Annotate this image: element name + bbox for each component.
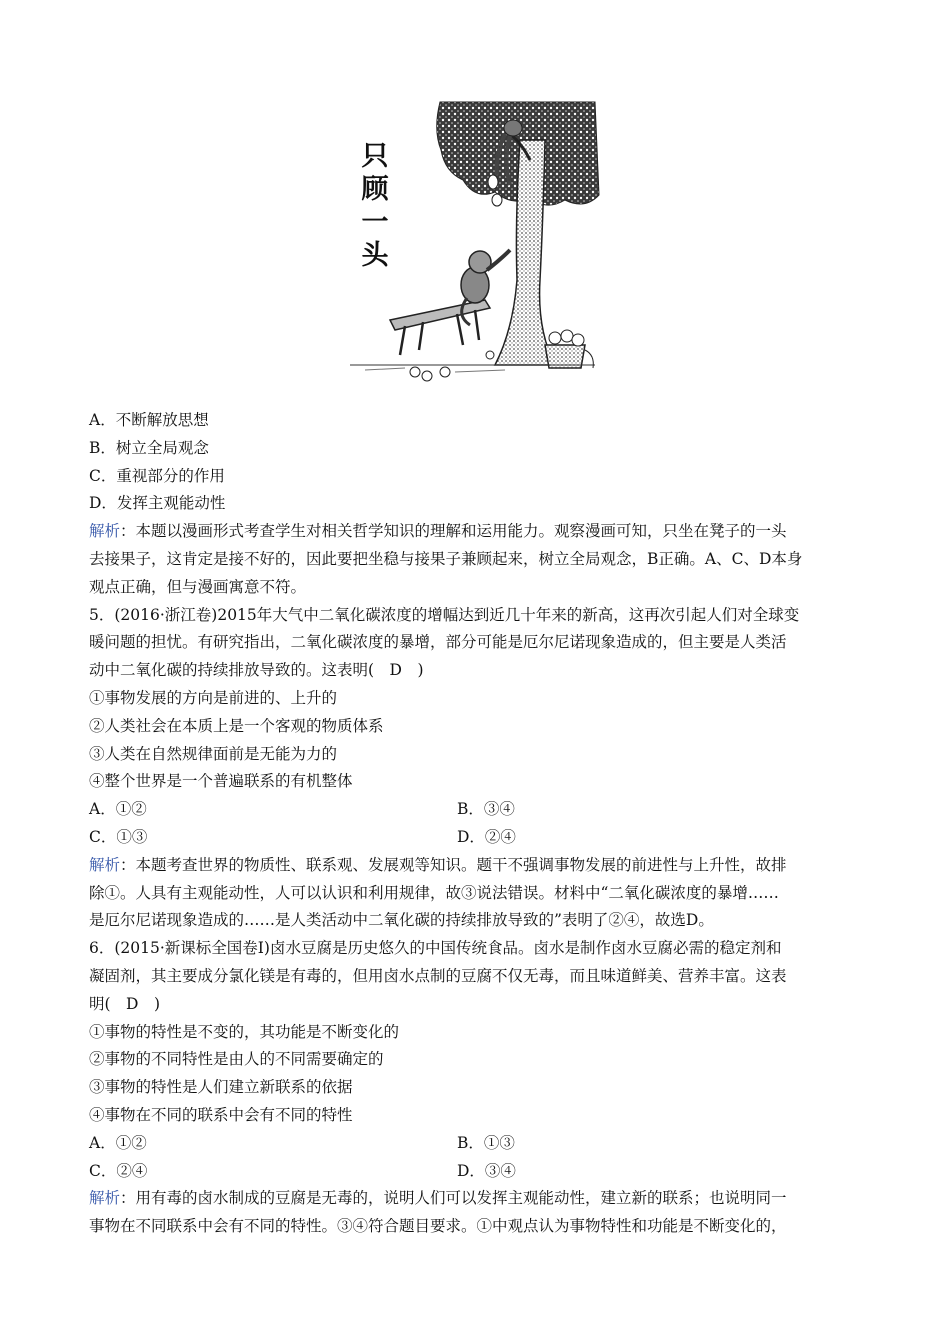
q5-stem (89, 602, 864, 685)
q6-choice-b: B．①③ (457, 1133, 515, 1152)
q6-choice-row (89, 1158, 864, 1186)
cartoon-title (360, 140, 390, 272)
analysis-text: 是厄尔尼诺现象造成的……是人类活动中二氧化碳的持续排放导致的”表明了②④，故选D。 (89, 911, 714, 930)
q5-statement: ④整个世界是一个普遍联系的有机整体 (89, 772, 353, 791)
q6-choice-a: A．①② (89, 1133, 147, 1152)
analysis-label: 解析 (89, 522, 121, 541)
q4-option-d: D．发挥主观能动性 (89, 494, 226, 513)
q5-choice-c: C．①③ (89, 827, 148, 846)
analysis-text: ：本题考查世界的物质性、联系观、发展观等知识。题干不强调事物发展的前进性与上升性，故排 (120, 855, 787, 874)
analysis-text: ：用有毒的卤水制成的豆腐是无毒的，说明人们可以发挥主观能动性，建立新的联系；也说明同一 (120, 1189, 787, 1208)
q5-choice-b: B．③④ (457, 800, 515, 819)
q6-choice-d: D．③④ (457, 1161, 516, 1180)
q4-option-b: B．树立全局观念 (89, 438, 209, 457)
q5-analysis (89, 852, 864, 935)
analysis-text: 去接果子，这肯定是接不好的，因此要把坐稳与接果子兼顾起来，树立全局观念，B正确。A、C、D本身 (89, 549, 803, 568)
q6-statement: ①事物的特性是不变的，其功能是不断变化的 (89, 1022, 400, 1041)
q6-statement: ③事物的特性是人们建立新联系的依据 (89, 1078, 353, 1097)
cartoon-title-char: 头 (361, 240, 389, 271)
q5-stem-line: 动中二氧化碳的持续排放导致的。这表明( D ) (89, 661, 424, 680)
cartoon-title-char: 一 (361, 207, 389, 238)
analysis-text: 除①。人具有主观能动性，人可以认识和利用规律，故③说法错误。材料中“二氧化碳浓度的暴增…… (89, 883, 779, 902)
q6-stem-line: 凝固剂，其主要成分氯化镁是有毒的，但用卤水点制的豆腐不仅无毒，而且味道鲜美、营养丰富。这表 (89, 966, 787, 985)
q6-choice-row (89, 1130, 864, 1158)
question-content (89, 407, 864, 1241)
q6-statement: ④事物在不同的联系中会有不同的特性 (89, 1105, 353, 1124)
q5-stem-line: 暖问题的担忧。有研究指出，二氧化碳浓度的暴增，部分可能是厄尔尼诺现象造成的，但主要是人类活 (89, 633, 787, 652)
analysis-text: 观点正确，但与漫画寓意不符。 (89, 577, 307, 596)
q5-choice-row (89, 796, 864, 824)
q4-option-a: A．不断解放思想 (89, 411, 209, 429)
analysis-text: ：本题以漫画形式考查学生对相关哲学知识的理解和运用能力。观察漫画可知，只坐在凳子的一头 (120, 522, 787, 541)
q5-stem-line: 5．(2016·浙江卷)2015年大气中二氧化碳浓度的增幅达到近几十年来的新高，这再次引起人们对全球变 (89, 605, 800, 624)
cartoon-title-char: 只 (361, 141, 389, 172)
q4-option-c: C．重视部分的作用 (89, 466, 225, 485)
q6-choice-c: C．②④ (89, 1161, 148, 1180)
analysis-text: 事物在不同联系中会有不同的特性。③④符合题目要求。①中观点认为事物特性和功能是不断变化的， (89, 1217, 787, 1236)
q5-statement: ③人类在自然规律面前是无能为力的 (89, 744, 338, 763)
q6-stem (89, 935, 864, 1018)
q5-choice-a: A．①② (89, 800, 147, 819)
q6-analysis (89, 1185, 864, 1241)
analysis-label: 解析 (89, 855, 121, 874)
q6-statement: ②事物的不同特性是由人的不同需要确定的 (89, 1050, 384, 1069)
q5-choice-row (89, 824, 864, 852)
q4-analysis (89, 518, 864, 601)
q5-statement: ②人类社会在本质上是一个客观的物质体系 (89, 716, 384, 735)
q6-stem-line: 6．(2015·新课标全国卷Ⅰ)卤水豆腐是历史悠久的中国传统食品。卤水是制作卤水豆腐必需的稳定剂和 (89, 939, 782, 958)
analysis-label: 解析 (89, 1189, 121, 1208)
cartoon-title-char: 顾 (361, 174, 389, 205)
q6-stem-line: 明( D ) (89, 994, 161, 1013)
q5-statement: ①事物发展的方向是前进的、上升的 (89, 688, 338, 707)
q5-choice-d: D．②④ (457, 827, 516, 846)
